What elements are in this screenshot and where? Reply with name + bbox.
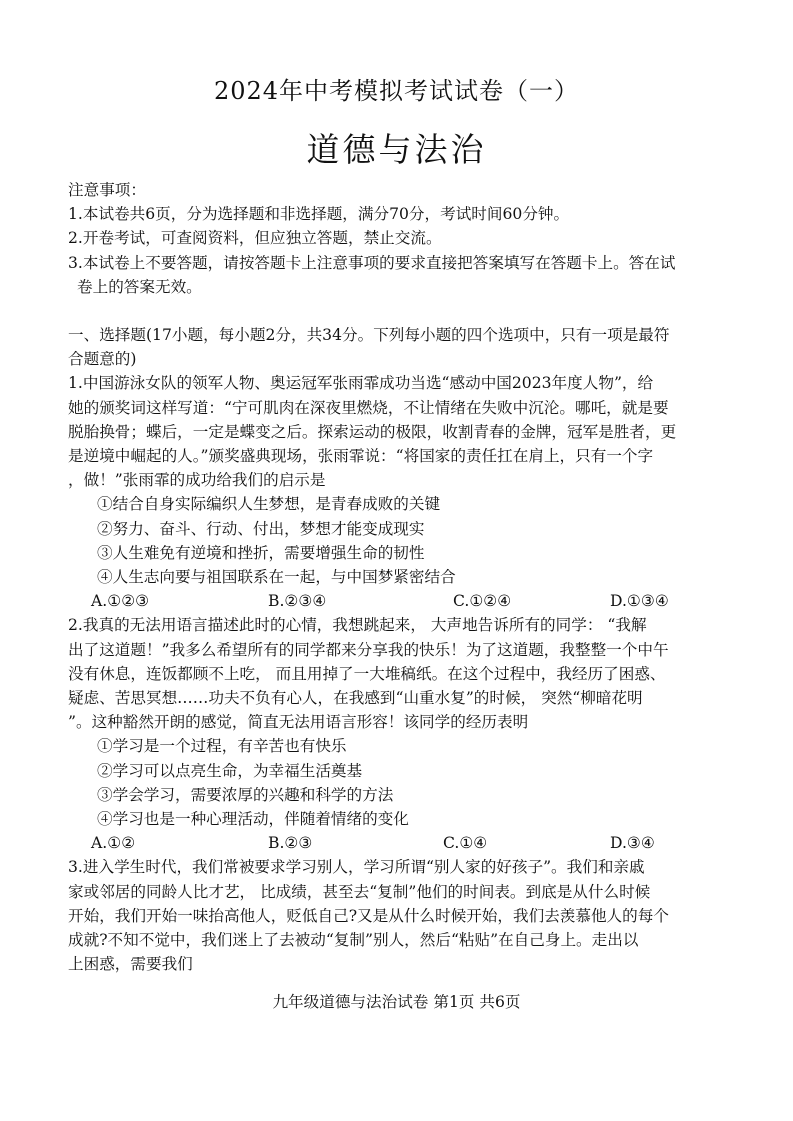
question-1-stem: 脱胎换骨；蝶后，一定是蝶变之后。探索运动的极限，收割青春的金牌，冠军是胜者，更 — [68, 422, 677, 441]
notice-item: 卷上的答案无效。 — [77, 277, 202, 296]
question-3-stem: 上困惑，需要我们 — [68, 955, 193, 974]
spacer — [68, 299, 728, 323]
notice-item: 2.开卷考试，可查阅资料，但应独立答题，禁止交流。 — [68, 229, 442, 248]
option-d: D.③④ — [610, 834, 655, 853]
option-a: A.①② — [91, 834, 136, 853]
question-1-item: ③人生难免有逆境和挫折，需要增强生命的韧性 — [97, 543, 425, 562]
question-2-item: ③学会学习，需要浓厚的兴趣和科学的方法 — [97, 785, 394, 804]
notice-item: 1.本试卷共6页，分为选择题和非选择题，满分70分，考试时间60分钟。 — [68, 205, 570, 224]
option-c: C.①④ — [443, 834, 488, 853]
subject-title: 道德与法治 — [306, 130, 487, 169]
notice-item: 3.本试卷上不要答题，请按答题卡上注意事项的要求直接把答案填写在答题卡上。答在试 — [68, 253, 676, 272]
question-2-item: ①学习是一个过程，有辛苦也有快乐 — [97, 737, 347, 756]
question-2-stem: 2.我真的无法用语言描述此时的心情，我想跳起来， 大声地告诉所有的同学： “我解 — [68, 616, 647, 635]
question-1-item: ②努力、奋斗、行动、付出，梦想才能变成现实 — [97, 519, 425, 538]
question-3-stem: 开始，我们开始一味抬高他人，贬低自己?又是从什么时候开始，我们去羡慕他人的每个 — [68, 906, 669, 925]
notice-heading: 注意事项： — [68, 181, 146, 199]
question-3-stem: 家或邻居的同龄人比才艺， 比成绩，甚至去“复制”他们的时间表。到底是从什么时候 — [68, 882, 651, 901]
section-heading: 一、选择题(17小题，每小题2分，共34分。下列每小题的四个选项中，只有一项是最符 — [68, 326, 670, 345]
question-2-options — [68, 831, 728, 855]
question-2-item: ②学习可以点亮生命，为幸福生活奠基 — [97, 761, 363, 780]
question-2-stem: 没有休息，连饭都顾不上吃， 而且用掉了一大堆稿纸。在这个过程中，我经历了困惑、 — [68, 664, 666, 683]
question-3-stem: 3.进入学生时代，我们常被要求学习别人，学习所谓“别人家的好孩子”。我们和亲戚 — [68, 858, 645, 877]
question-2-stem: 出了这道题！”我多么希望所有的同学都来分享我的快乐！为了这道题，我整整一个中午 — [68, 640, 669, 659]
question-2-stem: ”。这种豁然开朗的感觉，简直无法用语言形容！该同学的经历表明 — [68, 713, 529, 732]
section-heading: 合题意的) — [68, 350, 137, 369]
page-title: 2024年中考模拟考试试卷（一） — [213, 77, 580, 105]
option-b: B.②③ — [268, 834, 313, 853]
question-1-stem: 1.中国游泳女队的领军人物、奥运冠军张雨霏成功当选“感动中国2023年度人物”，给 — [68, 374, 654, 393]
option-c: C.①②④ — [453, 592, 512, 611]
exam-body — [68, 178, 728, 976]
question-2-item: ④学习也是一种心理活动，伴随着情绪的变化 — [97, 810, 409, 829]
question-1-stem: 是逆境中崛起的人。”颁奖盛典现场，张雨霏说：“将国家的责任扛在肩上，只有一个字 — [68, 447, 654, 466]
option-b: B.②③④ — [268, 592, 327, 611]
question-1-item: ④人生志向要与祖国联系在一起，与中国梦紧密结合 — [97, 568, 456, 587]
question-1-stem: 她的颁奖词这样写道：“宁可肌肉在深夜里燃烧，不让情绪在失败中沉沦。哪吒，就是要 — [68, 398, 669, 417]
question-1-item: ①结合自身实际编织人生梦想，是青春成败的关键 — [97, 495, 441, 514]
question-1-options — [68, 589, 728, 613]
page-footer: 九年级道德与法治试卷 第1页 共6页 — [272, 993, 521, 1011]
option-d: D.①③④ — [610, 592, 669, 611]
question-3-stem: 成就?不知不觉中，我们迷上了去被动“复制”别人，然后“粘贴”在自己身上。走出以 — [68, 931, 639, 950]
option-a: A.①②③ — [91, 592, 150, 611]
question-2-stem: 疑虑、苦思冥想……功夫不负有心人，在我感到“山重水复”的时候， 突然“柳暗花明 — [68, 689, 643, 708]
question-1-stem: ，做！”张雨霏的成功给我们的启示是 — [68, 471, 326, 490]
